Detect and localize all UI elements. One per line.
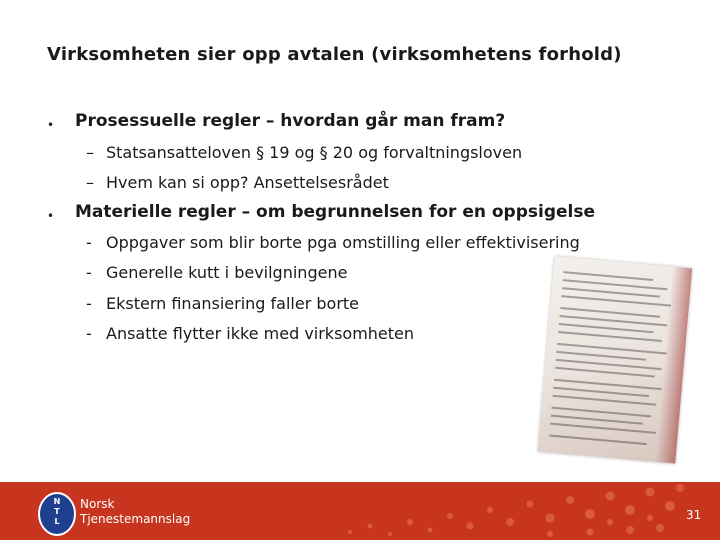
- subitem-generelle-kutt: Generelle kutt i bevilgningene: [106, 263, 348, 282]
- subitem-marker: –: [86, 143, 94, 162]
- bullet-text-material: Materielle regler – om begrunnelsen for en oppsigelse: [75, 202, 596, 222]
- bullet-marker: •: [47, 209, 55, 223]
- subitem-hvem-kan-si-opp: Hvem kan si opp? Ansettelsesrådet: [106, 173, 389, 192]
- logo-letter: L: [54, 517, 60, 526]
- slide-title: Virksomheten sier opp avtalen (virksomhetens forhold): [47, 44, 622, 65]
- subitem-marker: -: [86, 233, 92, 252]
- org-name-line2: Tjenestemannslag: [80, 512, 191, 526]
- logo-letter: N: [53, 497, 61, 506]
- subitem-oppgaver: Oppgaver som blir borte pga omstilling eller effektivisering: [106, 233, 580, 252]
- subitem-marker: -: [86, 263, 92, 282]
- ntl-logo: [38, 492, 76, 536]
- subitem-ansatte-flytter: Ansatte flytter ikke med virksomheten: [106, 324, 415, 343]
- page-number: 31: [686, 508, 702, 522]
- document-photo: [538, 256, 693, 463]
- bullet-text-processual: Prosessuelle regler – hvordan går man fram?: [75, 111, 506, 131]
- subitem-marker: –: [86, 173, 94, 192]
- subitem-ekstern-finansiering: Ekstern finansiering faller borte: [106, 294, 360, 313]
- subitem-marker: -: [86, 294, 92, 313]
- subitem-statsansatteloven: Statsansatteloven § 19 og § 20 og forvaltningsloven: [106, 143, 523, 162]
- footer-dot-pattern: [330, 482, 690, 540]
- subitem-marker: -: [86, 324, 92, 343]
- org-name-line1: Norsk: [80, 497, 115, 511]
- bullet-marker: •: [47, 118, 55, 132]
- footer-bar: [0, 482, 720, 540]
- logo-letter: T: [54, 507, 60, 516]
